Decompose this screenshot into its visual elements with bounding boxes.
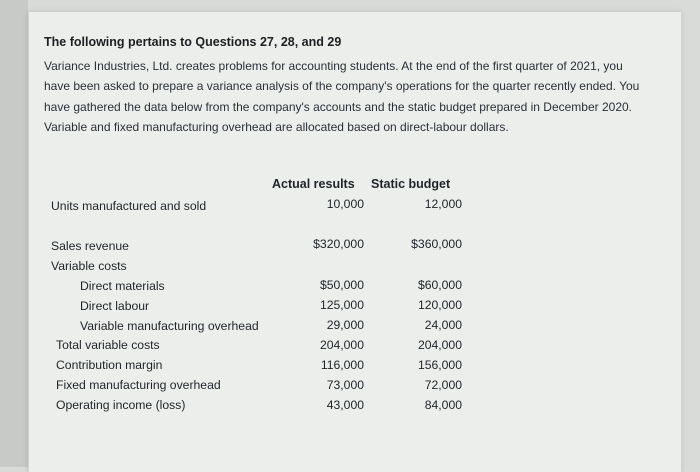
row-label-direct-labour: Direct labour bbox=[80, 299, 150, 313]
intro-paragraph: Variance Industries, Ltd. creates problems for accounting students. At the end of the first quarter of 2021, you have been asked to prepare a variance analysis of the company's operations for the quarter recently ended. You have gathered the data below from the company's accounts and the static budget prepared in December 2020. Variable and fixed manufacturing overhead are allocated based on direct-labour dollars. bbox=[44, 59, 640, 134]
sales-revenue-actual: $320,000 bbox=[313, 237, 364, 251]
direct-labour-actual: 125,000 bbox=[319, 298, 364, 312]
operating-income-actual: 43,000 bbox=[326, 398, 364, 412]
row-label-fixed-overhead: Fixed manufacturing overhead bbox=[56, 378, 221, 392]
row-label-units: Units manufactured and sold bbox=[51, 199, 207, 213]
column-header-static: Static budget bbox=[371, 177, 451, 191]
row-label-direct-materials: Direct materials bbox=[80, 279, 165, 293]
contribution-margin-actual: 116,000 bbox=[320, 358, 364, 372]
units-actual: 10,000 bbox=[326, 197, 364, 211]
variable-overhead-static: 24,000 bbox=[424, 318, 462, 332]
row-label-variable-costs: Variable costs bbox=[51, 259, 127, 273]
row-label-sales-revenue: Sales revenue bbox=[51, 239, 129, 253]
row-label-contribution-margin: Contribution margin bbox=[56, 358, 163, 372]
fixed-overhead-static: 72,000 bbox=[424, 378, 462, 392]
sales-revenue-static: $360,000 bbox=[411, 237, 462, 251]
direct-materials-actual: $50,000 bbox=[319, 278, 364, 292]
column-header-actual: Actual results bbox=[272, 177, 355, 191]
direct-labour-static: 120,000 bbox=[417, 298, 462, 312]
background-edge bbox=[0, 0, 28, 467]
operating-income-static: 84,000 bbox=[424, 398, 462, 412]
row-label-variable-overhead: Variable manufacturing overhead bbox=[80, 319, 259, 333]
row-label-operating-income: Operating income (loss) bbox=[56, 398, 186, 412]
units-static: 12,000 bbox=[424, 197, 462, 211]
row-label-total-variable-costs: Total variable costs bbox=[56, 338, 160, 352]
total-variable-costs-actual: 204,000 bbox=[319, 338, 364, 352]
variable-overhead-actual: 29,000 bbox=[326, 318, 364, 332]
total-variable-costs-static: 204,000 bbox=[417, 338, 462, 352]
contribution-margin-static: 156,000 bbox=[417, 358, 462, 372]
fixed-overhead-actual: 73,000 bbox=[326, 378, 364, 392]
direct-materials-static: $60,000 bbox=[417, 278, 462, 292]
question-heading: The following pertains to Questions 27, 28, and 29 bbox=[44, 35, 342, 49]
